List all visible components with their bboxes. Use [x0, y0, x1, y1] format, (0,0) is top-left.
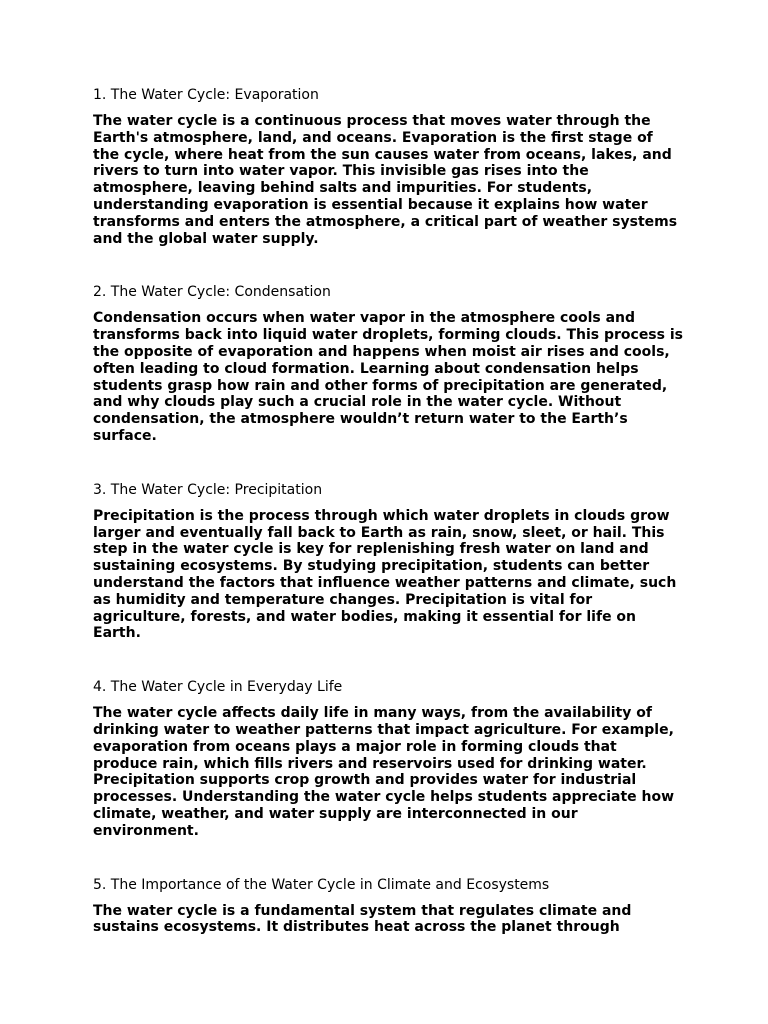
- section-heading: 5. The Importance of the Water Cycle in Climate and Ecosystems: [93, 876, 550, 893]
- document-page: [93, 86, 683, 972]
- section-heading: 2. The Water Cycle: Condensation: [93, 284, 331, 301]
- section-paragraph: Precipitation is the process through which water droplets in clouds grow larger and eventually fall back to Earth as rain, snow, sleet, or hail. This step in the water cycle is key for replenishing fresh water on land and sustaining ecosystems. By studying precipitation, students can better understand the factors that influence weather patterns and climate, such as humidity and temperature changes. Precipitation is vital for agriculture, forests, and water bodies, making it essential for life on Earth.: [93, 507, 677, 642]
- section-condensation: [93, 283, 683, 444]
- section-paragraph: Condensation occurs when water vapor in the atmosphere cools and transforms back into liquid water droplets, forming clouds. This process is the opposite of evaporation and happens when moist air rises and cools, often leading to cloud formation. Learning about condensation helps students grasp how rain and other forms of precipitation are generated, and why clouds play such a crucial role in the water cycle. Without condensation, the atmosphere wouldn’t return water to the Earth’s surface.: [93, 310, 683, 444]
- section-paragraph: The water cycle affects daily life in many ways, from the availability of drinking water to weather patterns that impact agriculture. For example, evaporation from oceans plays a major role in forming clouds that produce rain, which fills rivers and reservoirs used for drinking water. Precipitation supports crop growth and provides water for industrial processes. Understanding the water cycle helps students appreciate how climate, weather, and water supply are interconnected in our environment.: [93, 705, 675, 839]
- section-paragraph: The water cycle is a fundamental system that regulates climate and sustains ecosystems. It distributes heat across the planet through: [93, 902, 632, 936]
- section-heading: 1. The Water Cycle: Evaporation: [93, 87, 319, 103]
- section-everyday-life: [93, 678, 683, 839]
- section-heading: 4. The Water Cycle in Everyday Life: [93, 679, 343, 696]
- section-precipitation: [93, 481, 683, 642]
- section-climate-ecosystems: [93, 876, 683, 937]
- section-paragraph: The water cycle is a continuous process that moves water through the Earth's atmosphere, land, and oceans. Evaporation is the first stage of the cycle, where heat from the sun causes water from oceans, lakes, and rivers to turn into water vapor. This invisible gas rises into the atmosphere, leaving behind salts and impurities. For students, understanding evaporation is essential because it explains how water transforms and enters the atmosphere, a critical part of weather systems and the global water supply.: [93, 113, 678, 247]
- section-evaporation: [93, 86, 683, 247]
- section-heading: 3. The Water Cycle: Precipitation: [93, 481, 323, 498]
